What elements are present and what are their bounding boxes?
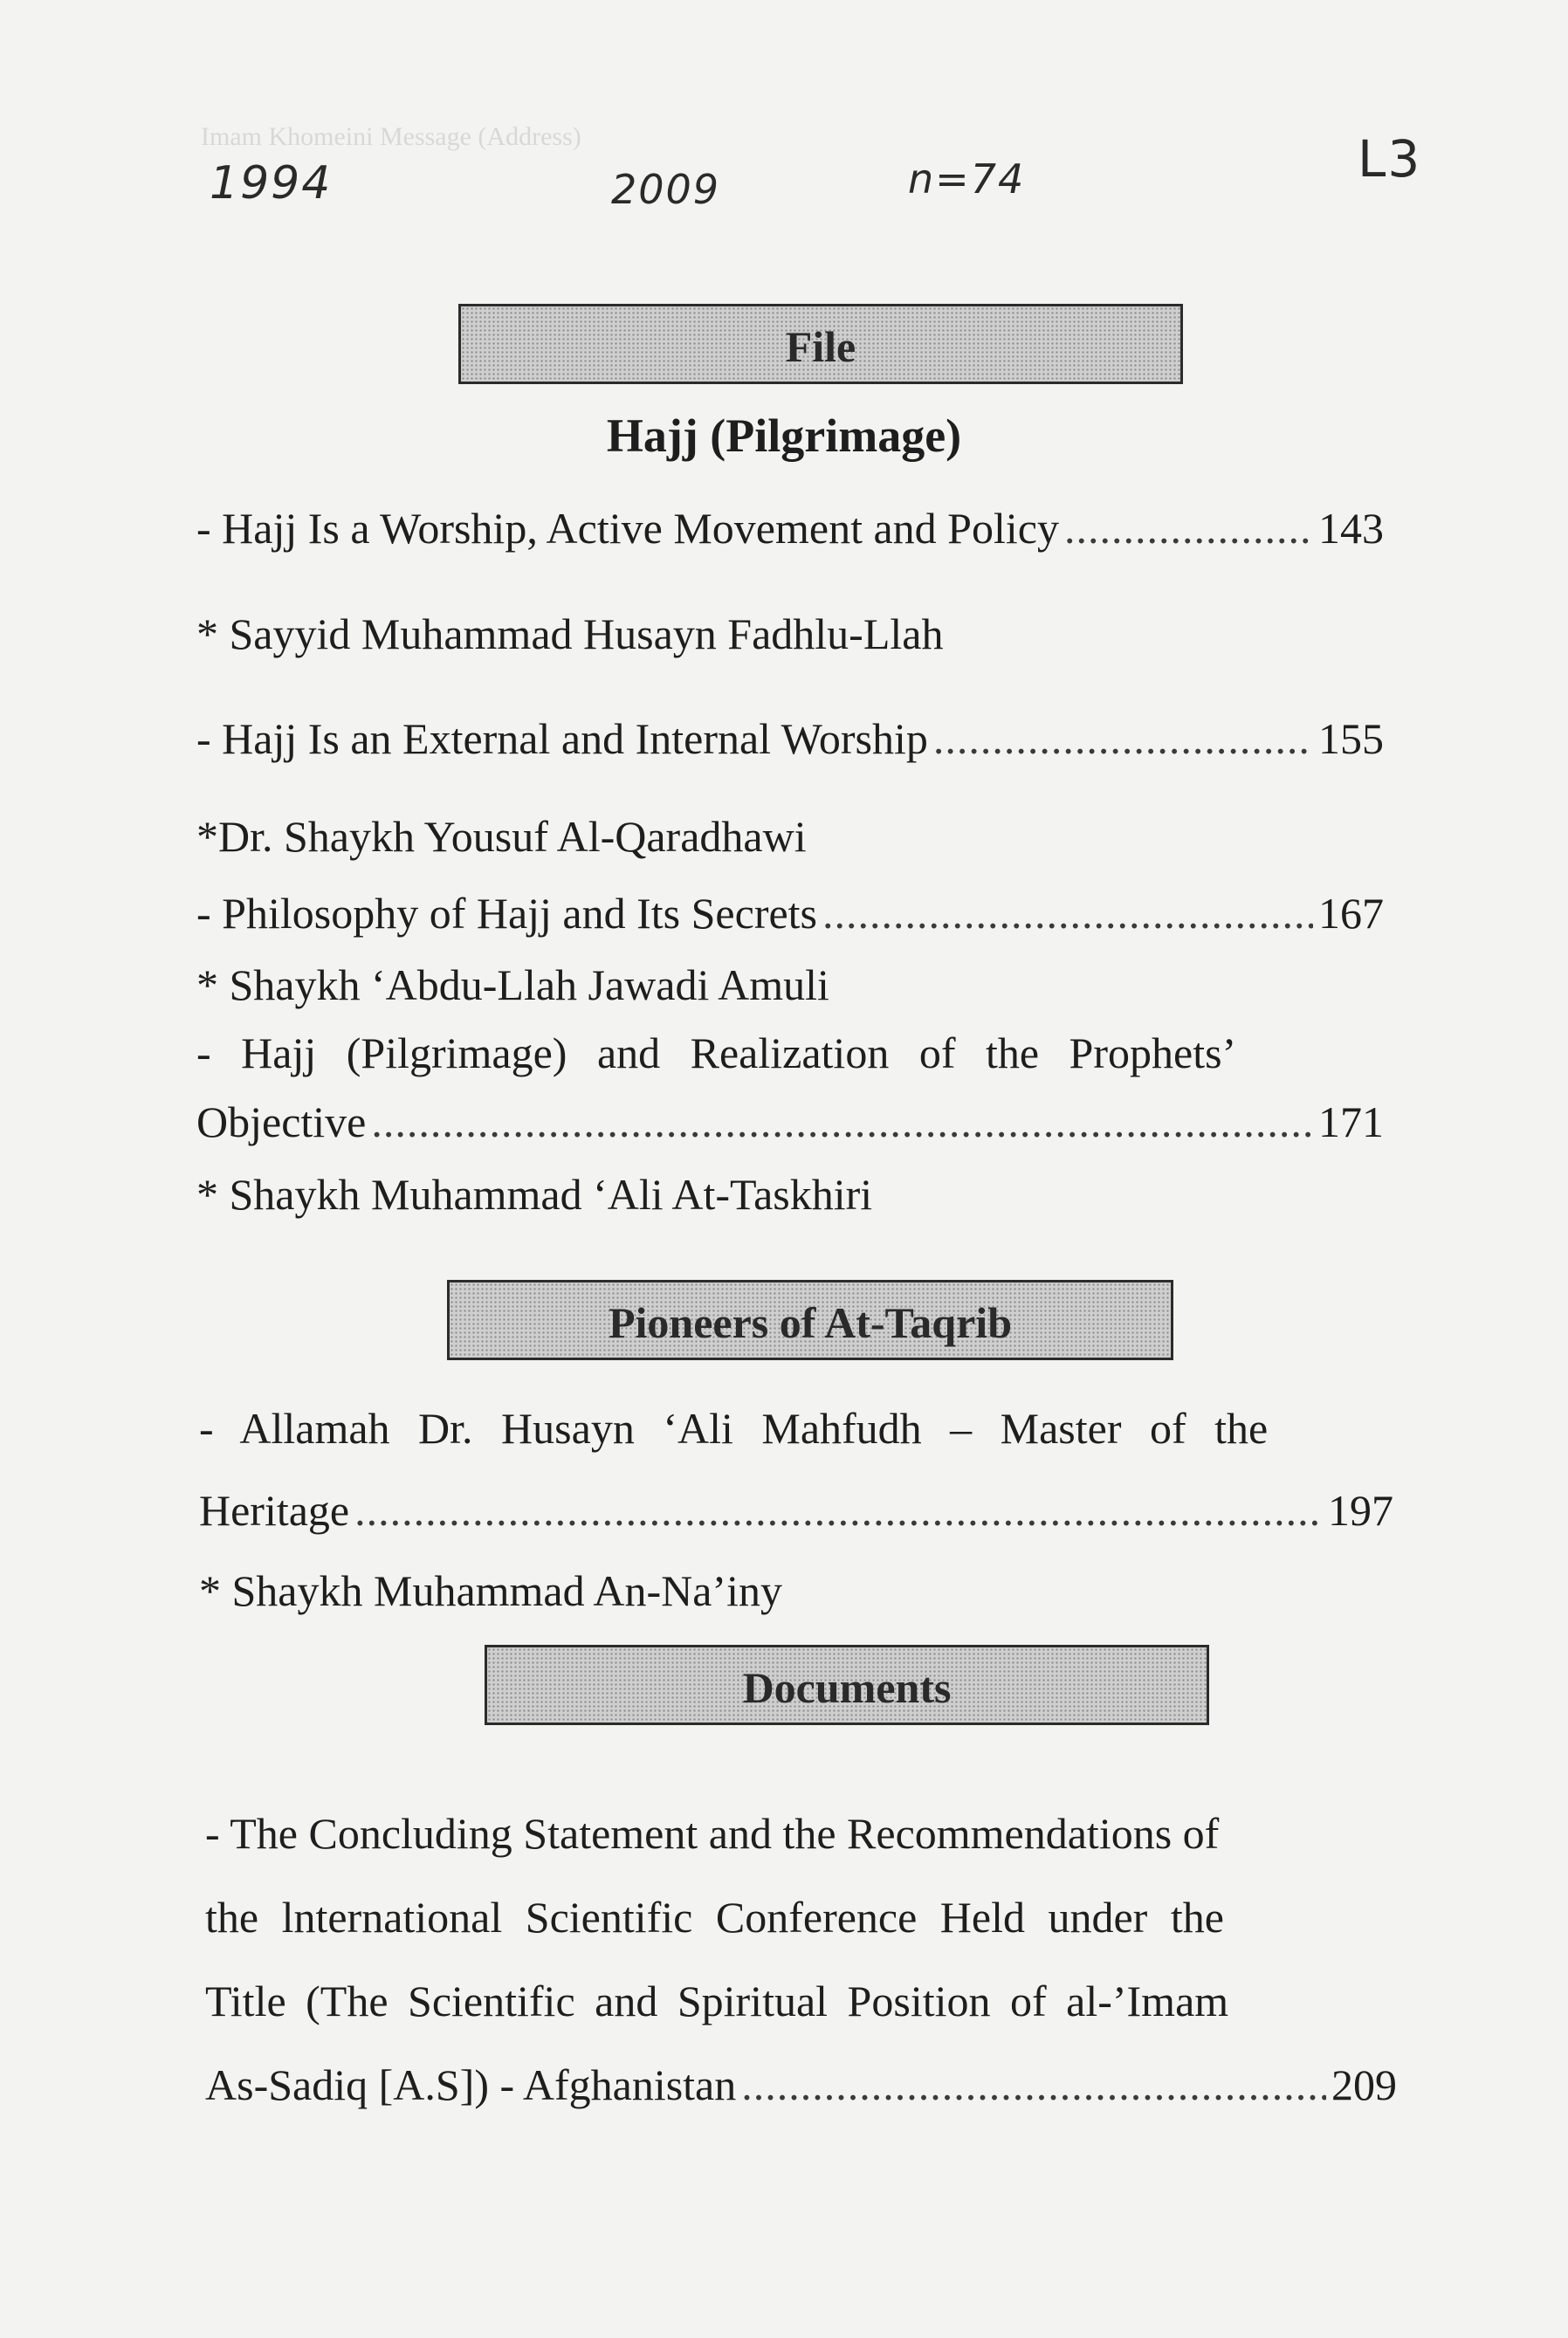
handwritten-year: 1994 — [210, 157, 333, 210]
toc-page-number: 167 — [1318, 889, 1384, 938]
handwritten-number: n=74 — [908, 155, 1026, 203]
toc-entry-1[interactable] — [196, 504, 1384, 554]
faint-header: Imam Khomeini Message (Address) — [201, 122, 581, 151]
toc-author-2: *Dr. Shaykh Yousuf Al-Qaradhawi — [196, 812, 807, 861]
documents-section-header: Documents — [485, 1645, 1209, 1725]
toc-author-4: * Shaykh Muhammad ‘Ali At-Taskhiri — [196, 1170, 873, 1219]
toc-page-number: 143 — [1318, 504, 1384, 553]
dot-leader — [933, 714, 1313, 765]
toc-page-number: 171 — [1318, 1097, 1384, 1146]
file-section-title: Hajj (Pilgrimage) — [606, 409, 962, 462]
handwritten-year-2: 2009 — [611, 166, 721, 213]
toc-entry-title: - Hajj Is an External and Internal Worship — [196, 714, 928, 763]
pioneers-section-header: Pioneers of At-Taqrib — [447, 1280, 1173, 1360]
file-section-header: File — [458, 304, 1183, 384]
toc-entry-6[interactable] — [205, 2060, 1397, 2111]
toc-entry-2[interactable] — [196, 714, 1384, 765]
toc-author-3: * Shaykh ‘Abdu-Llah Jawadi Amuli — [196, 960, 829, 1009]
toc-entry-3[interactable] — [196, 889, 1384, 939]
toc-entry-4[interactable] — [196, 1097, 1384, 1148]
dot-leader — [741, 2060, 1326, 2111]
dot-leader — [822, 889, 1313, 939]
toc-entry-5[interactable] — [199, 1486, 1393, 1537]
toc-entry-title: As-Sadiq [A.S]) - Afghanistan — [205, 2060, 737, 2109]
toc-page-number: 197 — [1328, 1486, 1393, 1535]
dot-leader — [354, 1486, 1323, 1537]
toc-entry-6-line3[interactable]: Title (The Scientific and Spiritual Position of al-’Imam — [205, 1977, 1229, 2025]
toc-entry-6-line2[interactable]: the lnternational Scientific Conference Held under the — [205, 1893, 1224, 1942]
toc-author-5: * Shaykh Muhammad An-Na’iny — [199, 1566, 782, 1615]
handwritten-ref: L3 — [1358, 129, 1422, 189]
toc-entry-5-line1[interactable]: - Allamah Dr. Husayn ‘Ali Mahfudh – Master of the — [199, 1404, 1269, 1453]
dot-leader — [1064, 504, 1313, 554]
toc-entry-4-line1[interactable] — [196, 1028, 1384, 1079]
toc-entry-title: - Hajj Is a Worship, Active Movement and Policy — [196, 504, 1059, 553]
toc-page-number: 209 — [1331, 2060, 1397, 2109]
toc-entry-title: Objective — [196, 1097, 367, 1146]
toc-entry-title: - Philosophy of Hajj and Its Secrets — [196, 889, 818, 938]
toc-entry-6-line1[interactable]: - The Concluding Statement and the Recommendations of — [205, 1809, 1220, 1858]
toc-page-number: 155 — [1318, 714, 1384, 763]
toc-author-1: * Sayyid Muhammad Husayn Fadhlu-Llah — [196, 609, 944, 658]
toc-entry-title: Heritage — [199, 1486, 350, 1535]
dot-leader — [371, 1097, 1313, 1148]
toc-entry-title-line: - Hajj (Pilgrimage) and Realization of the Prophets’ — [196, 1028, 1237, 1077]
